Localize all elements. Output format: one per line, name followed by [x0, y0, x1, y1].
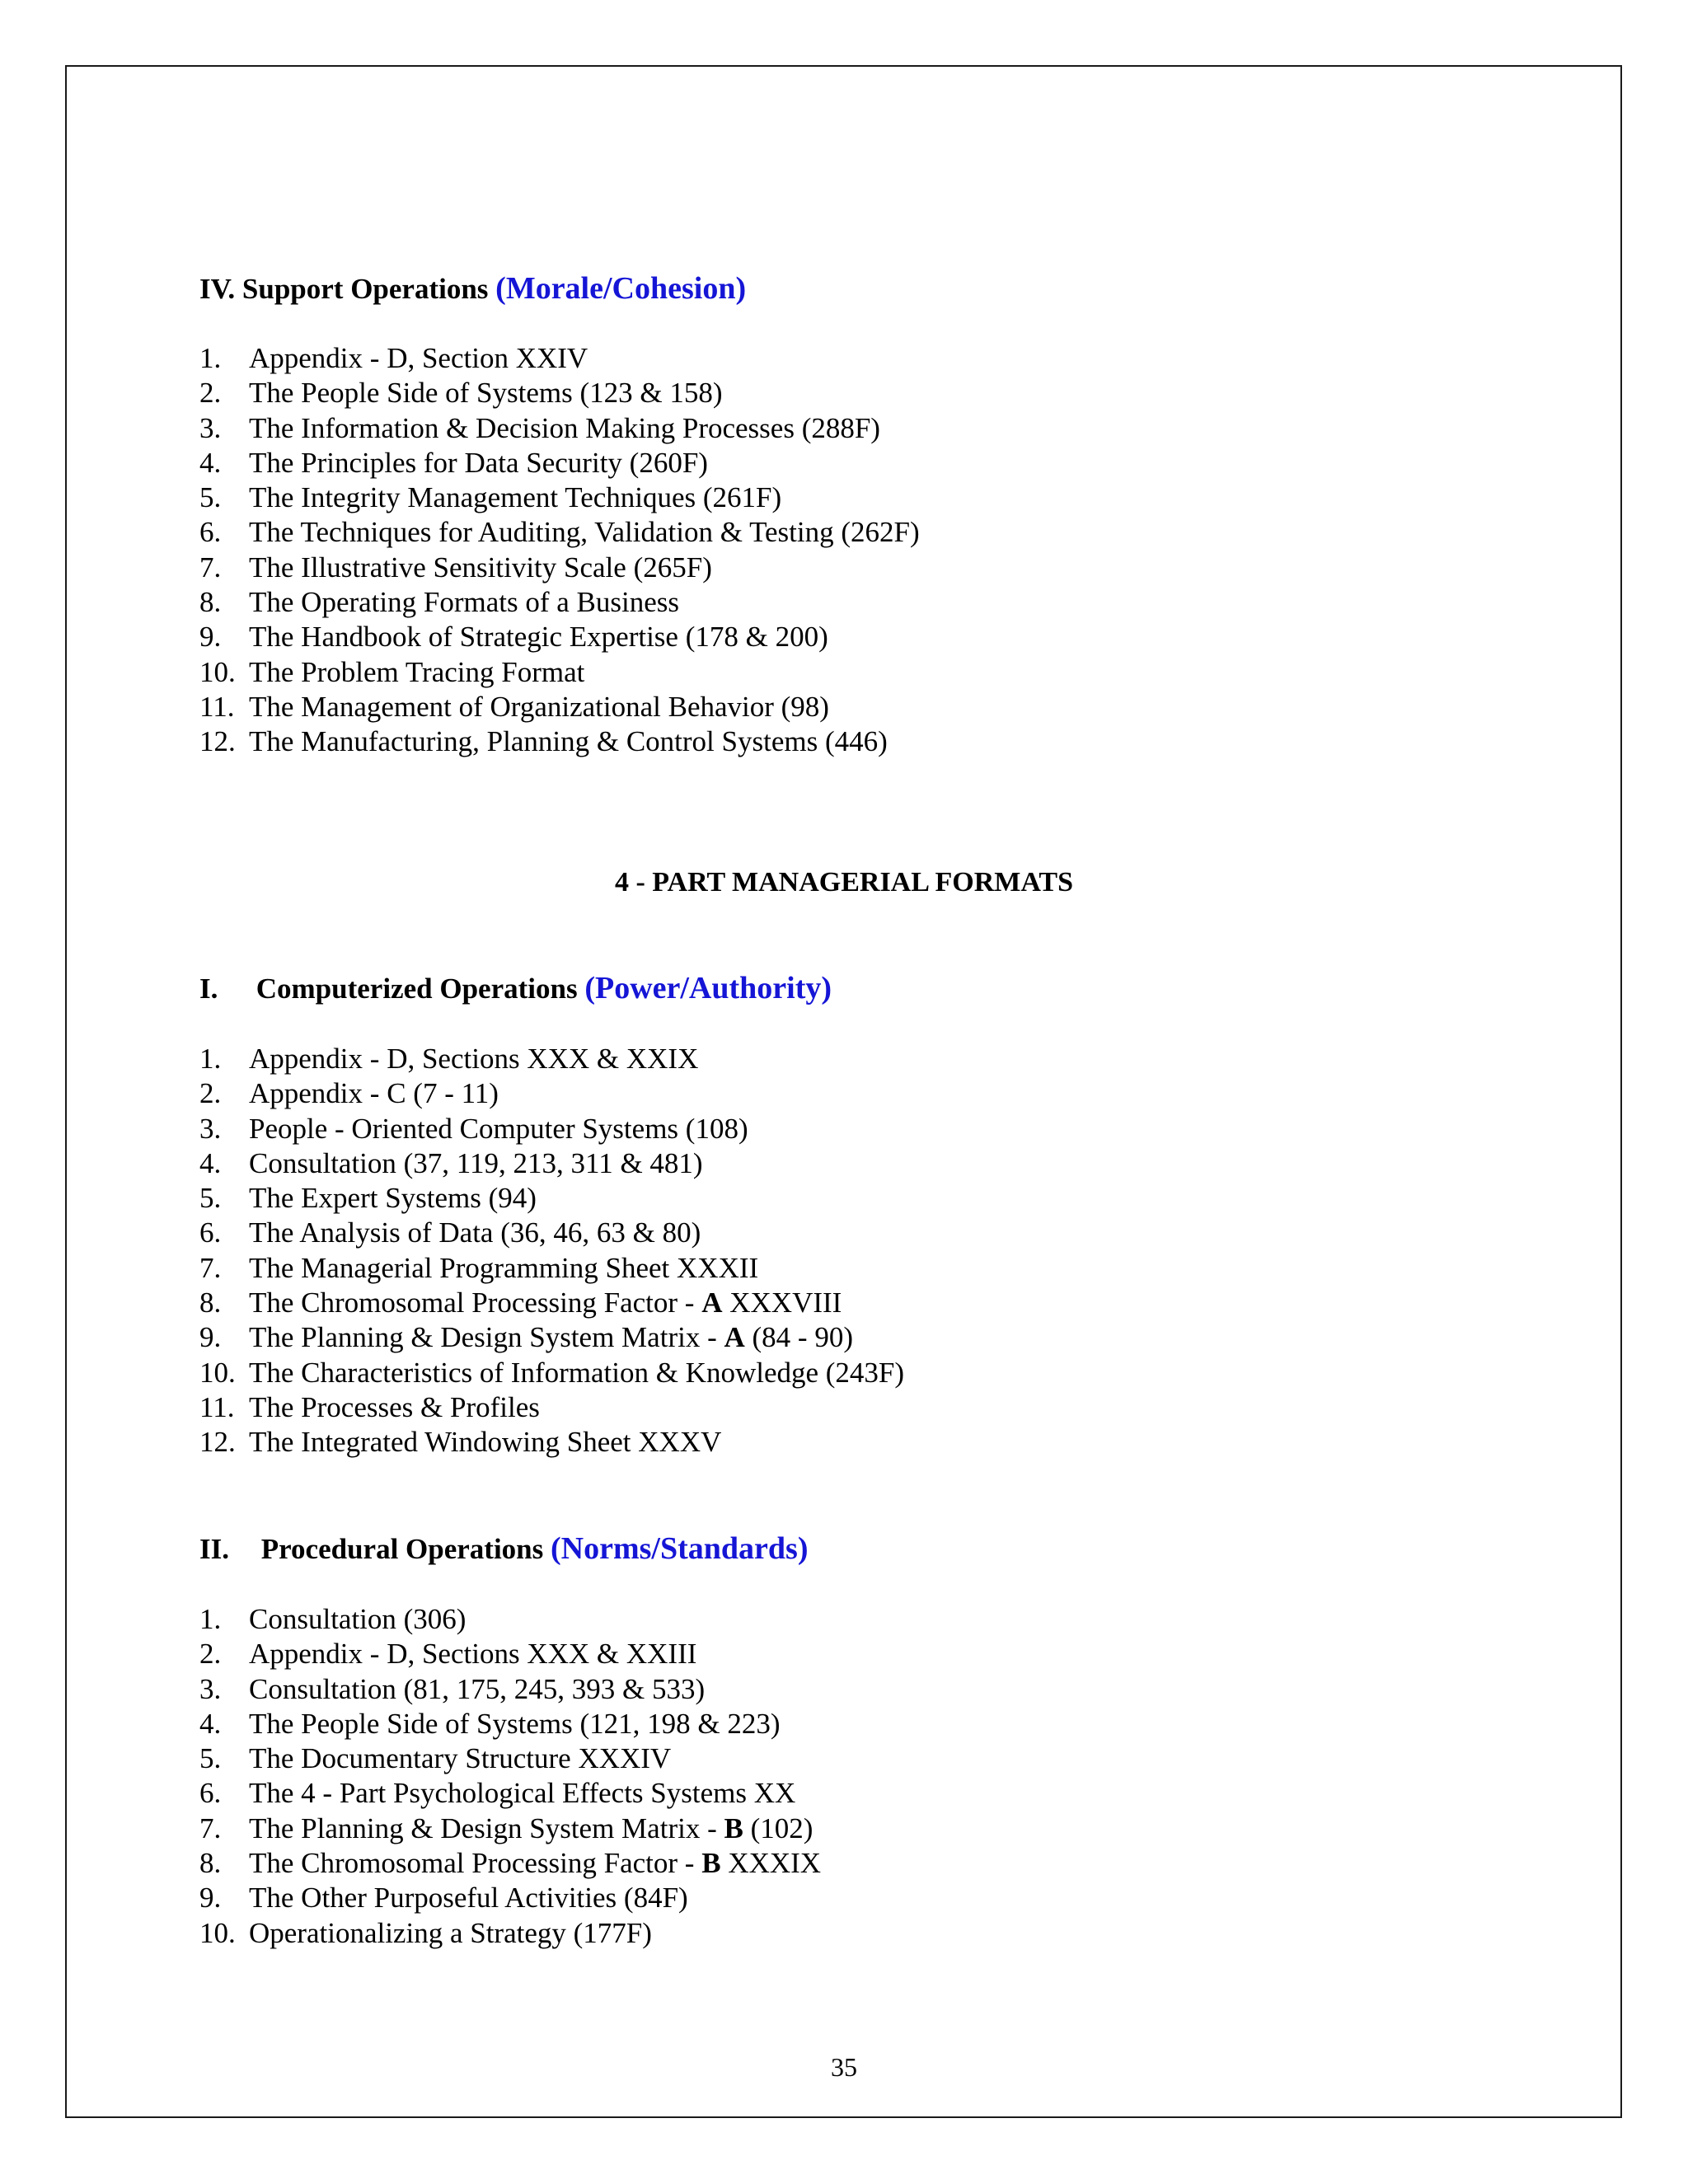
list-item	[199, 1356, 904, 1390]
item-text: The Planning & Design System Matrix -	[249, 1811, 724, 1844]
item-bold-letter: A	[701, 1286, 723, 1319]
list-item	[199, 1390, 904, 1425]
section-heading-procedural-operations	[199, 1530, 808, 1567]
item-text: The Operating Formats of a Business	[249, 586, 679, 619]
center-title: 4 - PART MANAGERIAL FORMATS	[614, 867, 1074, 898]
item-number: 2.	[199, 1638, 222, 1671]
item-number: 6.	[199, 516, 222, 549]
item-text: Consultation (37, 119, 213, 311 & 481)	[249, 1146, 703, 1179]
list-item	[199, 411, 920, 446]
item-text: Appendix - D, Sections XXX & XXIII	[249, 1638, 697, 1671]
item-text: The Information & Decision Making Processes (288F)	[249, 411, 880, 444]
item-text: Consultation (81, 175, 245, 393 & 533)	[249, 1672, 706, 1705]
list-item	[199, 1776, 821, 1811]
item-text: The Handbook of Strategic Expertise (178 & 200)	[249, 621, 828, 654]
list-item	[199, 1251, 904, 1286]
item-text: Consultation (306)	[249, 1603, 467, 1635]
list-item	[199, 1846, 821, 1881]
section-title: Procedural Operations	[260, 1533, 544, 1565]
item-text-suffix: XXXIX	[720, 1847, 822, 1880]
section-accent: (Norms/Standards)	[551, 1531, 809, 1566]
section-number: IV.	[199, 273, 236, 305]
list-item	[199, 655, 920, 690]
section-title: Support Operations	[241, 273, 489, 305]
list-item	[199, 1707, 821, 1741]
item-text: The Expert Systems (94)	[249, 1182, 537, 1215]
item-number: 3.	[199, 411, 222, 444]
item-number: 8.	[199, 586, 222, 619]
item-text: The Processes & Profiles	[249, 1390, 540, 1423]
support-operations-list	[199, 341, 920, 760]
item-text: The Planning & Design System Matrix -	[249, 1321, 724, 1354]
item-bold-letter: A	[724, 1321, 745, 1354]
item-number: 11.	[199, 1390, 235, 1423]
item-text: The Principles for Data Security (260F)	[249, 446, 708, 479]
list-item	[199, 376, 920, 410]
item-number: 8.	[199, 1286, 222, 1319]
item-number: 9.	[199, 621, 222, 654]
item-number: 10.	[199, 1916, 236, 1949]
item-number: 4.	[199, 1146, 222, 1179]
list-item	[199, 1320, 904, 1355]
item-text: The Managerial Programming Sheet XXXII	[249, 1251, 759, 1284]
section-heading-support-operations	[199, 270, 746, 307]
item-number: 1.	[199, 342, 222, 374]
item-text: The Problem Tracing Format	[249, 655, 585, 688]
list-item	[199, 1112, 904, 1146]
list-item	[199, 1286, 904, 1320]
list-item	[199, 724, 920, 759]
list-item	[199, 1216, 904, 1250]
item-number: 5.	[199, 481, 222, 514]
list-item	[199, 1881, 821, 1915]
section-number: II.	[199, 1533, 229, 1565]
item-text: The People Side of Systems (121, 198 & 223)	[249, 1707, 781, 1740]
list-item	[199, 551, 920, 585]
item-number: 12.	[199, 725, 236, 758]
item-number: 3.	[199, 1672, 222, 1705]
section-number: I.	[199, 972, 218, 1005]
item-number: 5.	[199, 1742, 222, 1775]
item-number: 1.	[199, 1043, 222, 1075]
item-number: 9.	[199, 1321, 222, 1354]
item-number: 6.	[199, 1216, 222, 1249]
section-heading-computerized-operations	[199, 970, 832, 1006]
item-number: 4.	[199, 1707, 222, 1740]
list-item	[199, 1916, 821, 1951]
item-text: The Other Purposeful Activities (84F)	[249, 1882, 688, 1915]
item-number: 1.	[199, 1603, 222, 1635]
list-item	[199, 1741, 821, 1776]
item-text-suffix: (84 - 90)	[744, 1321, 853, 1354]
item-text: Operationalizing a Strategy (177F)	[249, 1916, 652, 1949]
item-text: The Management of Organizational Behavior (98)	[249, 690, 829, 723]
item-text: The 4 - Part Psychological Effects Systems XX	[249, 1777, 796, 1810]
list-item	[199, 446, 920, 480]
item-number: 2.	[199, 1077, 222, 1110]
item-text-suffix: XXXVIII	[722, 1286, 842, 1319]
list-item	[199, 1181, 904, 1216]
section-accent: (Morale/Cohesion)	[495, 271, 747, 306]
item-text: People - Oriented Computer Systems (108)	[249, 1112, 748, 1145]
list-item	[199, 341, 920, 376]
list-item	[199, 1637, 821, 1671]
procedural-operations-list	[199, 1602, 821, 1951]
item-bold-letter: B	[701, 1847, 721, 1880]
item-text: The Techniques for Auditing, Validation & Testing (262F)	[249, 516, 920, 549]
list-item	[199, 585, 920, 620]
item-number: 10.	[199, 1356, 236, 1389]
section-title: Computerized Operations	[256, 972, 578, 1005]
item-text: The Documentary Structure XXXIV	[249, 1742, 672, 1775]
list-item	[199, 515, 920, 550]
item-number: 8.	[199, 1847, 222, 1880]
section-accent: (Power/Authority)	[584, 971, 832, 1005]
item-text: The Characteristics of Information & Knowledge (243F)	[249, 1356, 905, 1389]
item-number: 3.	[199, 1112, 222, 1145]
computerized-operations-list	[199, 1042, 904, 1460]
item-text: The Integrated Windowing Sheet XXXV	[249, 1426, 722, 1459]
list-item	[199, 1076, 904, 1111]
item-text: The People Side of Systems (123 & 158)	[249, 377, 723, 410]
list-item	[199, 1042, 904, 1076]
item-text: The Chromosomal Processing Factor -	[249, 1847, 702, 1880]
page-number: 35	[831, 2052, 857, 2082]
list-item	[199, 1425, 904, 1460]
list-item	[199, 1146, 904, 1181]
item-number: 4.	[199, 446, 222, 479]
item-text: Appendix - C (7 - 11)	[249, 1077, 499, 1110]
item-text: The Manufacturing, Planning & Control Systems (446)	[249, 725, 888, 758]
item-text: The Analysis of Data (36, 46, 63 & 80)	[249, 1216, 701, 1249]
item-text: The Illustrative Sensitivity Scale (265F)	[249, 551, 712, 583]
list-item	[199, 1672, 821, 1707]
list-item	[199, 480, 920, 515]
item-bold-letter: B	[724, 1811, 743, 1844]
item-number: 5.	[199, 1182, 222, 1215]
item-number: 7.	[199, 1251, 222, 1284]
list-item	[199, 1811, 821, 1846]
list-item	[199, 690, 920, 724]
item-text: The Chromosomal Processing Factor -	[249, 1286, 702, 1319]
item-number: 9.	[199, 1882, 222, 1915]
list-item	[199, 620, 920, 654]
item-text-suffix: (102)	[743, 1811, 814, 1844]
item-number: 12.	[199, 1426, 236, 1459]
item-number: 7.	[199, 1811, 222, 1844]
item-number: 7.	[199, 551, 222, 583]
item-text: Appendix - D, Section XXIV	[249, 342, 588, 374]
item-number: 6.	[199, 1777, 222, 1810]
item-number: 10.	[199, 655, 236, 688]
item-number: 2.	[199, 377, 222, 410]
item-number: 11.	[199, 690, 235, 723]
item-text: The Integrity Management Techniques (261F)	[249, 481, 782, 514]
item-text: Appendix - D, Sections XXX & XXIX	[249, 1043, 699, 1075]
list-item	[199, 1602, 821, 1637]
